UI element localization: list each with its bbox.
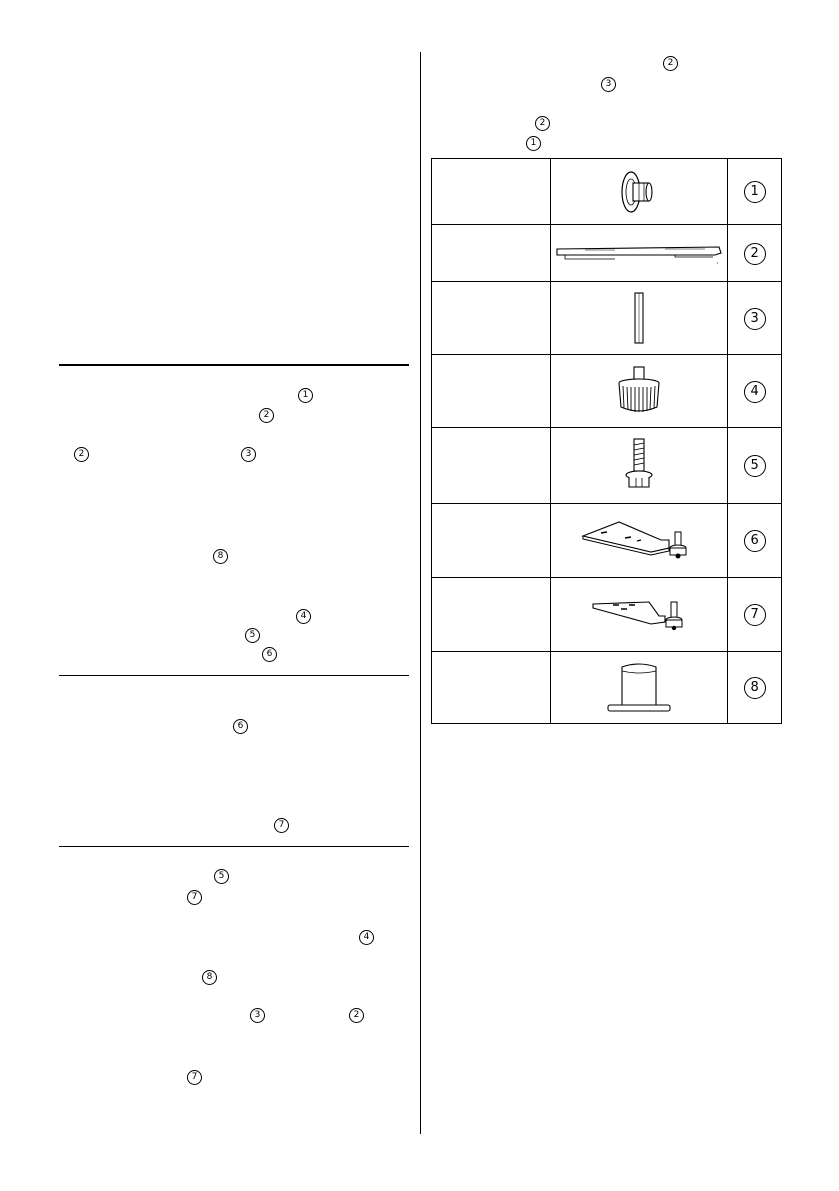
callout-number: 2: [535, 116, 550, 131]
callout-number: 7: [187, 1070, 202, 1085]
adjustable-foot-icon: [614, 365, 664, 417]
part-number-cell: [728, 159, 782, 225]
part-number-cell: [728, 282, 782, 355]
callout-number: 2: [259, 408, 274, 423]
part-description-cell: [432, 225, 551, 282]
callout-number: 1: [298, 388, 313, 403]
callout-number: 5: [214, 869, 229, 884]
table-row: [432, 282, 782, 355]
hinge-bracket-large-icon: [579, 518, 699, 564]
part-image-cell: [551, 355, 728, 428]
part-number: 2: [744, 243, 766, 265]
section-rule-3: [59, 846, 409, 847]
part-description-cell: [432, 578, 551, 652]
part-number-cell: [728, 355, 782, 428]
table-row: [432, 578, 782, 652]
table-row: [432, 504, 782, 578]
part-image-cell: [551, 652, 728, 724]
callout-number: 6: [233, 719, 248, 734]
part-number: 6: [744, 530, 766, 552]
table-row: [432, 355, 782, 428]
part-image-cell: [551, 282, 728, 355]
part-description-cell: [432, 504, 551, 578]
part-image-cell: [551, 428, 728, 504]
part-image-cell: [551, 578, 728, 652]
callout-number: 3: [241, 447, 256, 462]
part-description-cell: [432, 282, 551, 355]
callout-number: 4: [296, 609, 311, 624]
hinge-cover-plate-icon: [555, 239, 723, 267]
part-number: 4: [744, 381, 766, 403]
callout-number: 7: [187, 890, 202, 905]
callout-number: 6: [262, 647, 277, 662]
callout-number: 2: [74, 447, 89, 462]
callout-number: 8: [202, 970, 217, 985]
screw-icon: [609, 167, 669, 217]
table-row: [432, 652, 782, 724]
part-number: 7: [744, 604, 766, 626]
part-image-cell: [551, 225, 728, 282]
part-number-cell: [728, 225, 782, 282]
part-image-cell: [551, 159, 728, 225]
callout-number: 5: [245, 628, 260, 643]
parts-table: [431, 158, 782, 724]
part-number-cell: [728, 504, 782, 578]
callout-number: 3: [601, 77, 616, 92]
bolt-icon: [624, 437, 654, 495]
part-number: 1: [744, 181, 766, 203]
part-number-cell: [728, 428, 782, 504]
part-number-cell: [728, 578, 782, 652]
callout-number: 8: [213, 549, 228, 564]
part-number: 5: [744, 455, 766, 477]
callout-number: 3: [250, 1008, 265, 1023]
part-image-cell: [551, 504, 728, 578]
section-rule-1: [59, 364, 409, 366]
bushing-icon: [604, 659, 674, 717]
section-rule-2: [59, 675, 409, 676]
part-number: 3: [744, 308, 766, 330]
pin-icon: [629, 291, 649, 345]
part-description-cell: [432, 355, 551, 428]
column-divider: [420, 52, 421, 1134]
callout-number: 1: [526, 136, 541, 151]
callout-number: 2: [663, 56, 678, 71]
part-description-cell: [432, 159, 551, 225]
table-row: [432, 428, 782, 504]
table-row: [432, 225, 782, 282]
hinge-bracket-small-icon: [589, 592, 689, 638]
part-description-cell: [432, 652, 551, 724]
table-row: [432, 159, 782, 225]
callout-number: 4: [359, 930, 374, 945]
callout-number: 7: [274, 818, 289, 833]
part-description-cell: [432, 428, 551, 504]
part-number: 8: [744, 677, 766, 699]
callout-number: 2: [349, 1008, 364, 1023]
part-number-cell: [728, 652, 782, 724]
